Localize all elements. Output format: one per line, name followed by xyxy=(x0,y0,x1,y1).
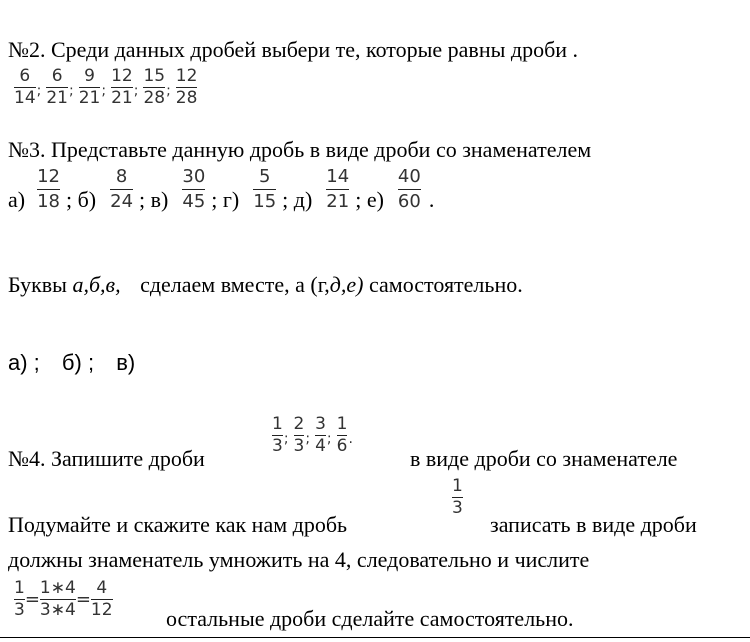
fraction xyxy=(46,68,68,107)
separator: ; xyxy=(305,430,311,447)
note-prefix: Буквы xyxy=(8,272,67,297)
task2-heading: №2. Среди данных дробей выбери те, которые равны дроби . xyxy=(8,37,579,62)
task2-fractions xyxy=(14,68,197,107)
note-letters: д,е) xyxy=(329,272,364,297)
item-label: а) xyxy=(8,186,26,212)
numerator: 1 xyxy=(336,414,348,434)
think-fraction-wrap xyxy=(452,478,463,517)
numerator: 14 xyxy=(326,166,350,187)
bottom-rule xyxy=(0,637,750,638)
denominator: 21 xyxy=(78,88,101,108)
task3-answers xyxy=(8,350,135,376)
item-separator: ; д) xyxy=(282,186,313,212)
fraction xyxy=(326,168,349,211)
denominator: 14 xyxy=(14,88,36,108)
note-letters: а,б,в, xyxy=(72,272,121,297)
numerator: 1 xyxy=(272,414,283,434)
fraction xyxy=(79,68,101,107)
denominator: 45 xyxy=(182,191,206,212)
denominator: 28 xyxy=(143,88,166,108)
denominator: 6 xyxy=(336,436,348,456)
fraction xyxy=(143,68,165,107)
item-separator: ; е) xyxy=(355,186,384,212)
numerator: 6 xyxy=(19,66,31,86)
denominator: 18 xyxy=(37,191,60,212)
numerator: 2 xyxy=(293,414,305,434)
numerator: 30 xyxy=(182,166,206,187)
denominator: 4 xyxy=(315,436,326,456)
item-separator: ; б) xyxy=(66,186,97,212)
think-text: Подумайте и скажите как нам дробь xyxy=(8,512,348,537)
equals-sign: = xyxy=(75,589,91,610)
numerator: 6 xyxy=(51,66,63,86)
fraction xyxy=(315,416,326,455)
separator: ; xyxy=(133,82,139,99)
numerator: 3 xyxy=(315,414,326,434)
numerator: 1 xyxy=(452,476,463,496)
calc-after: остальные дроби сделайте самостоятельно. xyxy=(166,606,574,631)
denominator: 21 xyxy=(46,88,68,108)
numerator: 12 xyxy=(37,166,60,187)
separator: ; xyxy=(69,82,74,99)
numerator: 8 xyxy=(115,166,128,187)
fraction xyxy=(272,416,283,455)
fraction xyxy=(253,168,276,211)
numerator: 12 xyxy=(111,66,133,86)
separator: ; xyxy=(36,82,42,99)
fraction xyxy=(182,168,205,211)
numerator: 5 xyxy=(258,166,271,187)
item-end: . xyxy=(428,186,435,212)
denominator: 21 xyxy=(111,88,133,108)
fraction xyxy=(452,478,463,517)
denominator: 28 xyxy=(175,88,198,108)
task3-items xyxy=(8,168,434,211)
numerator: 15 xyxy=(143,66,166,86)
denominator: 3 xyxy=(272,436,283,456)
item-separator: ; в) xyxy=(139,186,169,212)
separator: ; xyxy=(326,430,332,447)
answer-c: в) xyxy=(116,350,136,375)
fraction xyxy=(294,416,305,455)
fraction xyxy=(110,168,133,211)
task4-after: в виде дроби со знаменателе xyxy=(410,446,678,471)
explanation-line: должны знаменатель умножить на 4, следовательно и числите xyxy=(8,547,590,572)
fraction xyxy=(398,168,421,211)
note-middle: сделаем вместе, а (г, xyxy=(140,272,330,297)
denominator: 3 xyxy=(452,498,463,518)
fraction xyxy=(14,68,36,107)
denominator: 3 xyxy=(14,600,25,620)
answer-a: а) ; xyxy=(8,350,40,375)
numerator: 9 xyxy=(84,66,95,86)
fraction xyxy=(176,68,198,107)
denominator: 12 xyxy=(90,600,113,620)
denominator: 3 xyxy=(293,436,305,456)
equals-sign: = xyxy=(24,589,40,610)
fraction xyxy=(37,168,60,211)
task4-heading: №4. Запишите дроби xyxy=(8,446,205,471)
numerator: 12 xyxy=(175,66,198,86)
fraction xyxy=(40,580,76,619)
denominator: 21 xyxy=(326,191,350,212)
calculation xyxy=(14,580,113,619)
task3-heading: №3. Представьте данную дробь в виде дроби со знаменателем xyxy=(8,137,592,162)
fraction xyxy=(111,68,133,107)
numerator: 40 xyxy=(397,166,421,187)
numerator: 1 xyxy=(14,578,25,598)
numerator: 4 xyxy=(96,578,108,598)
denominator: 24 xyxy=(110,191,134,212)
separator: ; xyxy=(166,82,171,99)
task4-fractions xyxy=(272,416,354,455)
separator: ; xyxy=(101,82,107,99)
task3-note xyxy=(8,272,523,298)
note-suffix: самостоятельно. xyxy=(369,272,523,297)
denominator: 60 xyxy=(397,191,421,212)
item-separator: ; г) xyxy=(211,186,240,212)
fraction xyxy=(337,416,348,455)
denominator: 3∗4 xyxy=(39,600,76,620)
denominator: 15 xyxy=(253,191,277,212)
answer-b: б) ; xyxy=(61,350,95,375)
separator: ; xyxy=(283,430,289,447)
separator: . xyxy=(348,430,353,447)
fraction xyxy=(14,580,25,619)
numerator: 1∗4 xyxy=(39,578,76,598)
fraction xyxy=(91,580,113,619)
think-after: записать в виде дроби xyxy=(490,512,697,537)
